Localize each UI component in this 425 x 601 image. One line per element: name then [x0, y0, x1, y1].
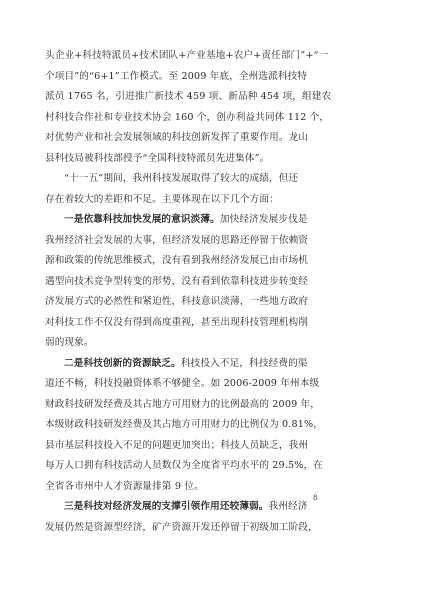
section-heading-line	[45, 354, 381, 375]
page-number: 8	[313, 494, 318, 502]
text-line: 源和政策的传统思维模式，没有看到我州经济发展已由市场机	[45, 255, 309, 266]
text-line: 财政科技研发经费及其占地方可用财力的比例最高的 2009 年，	[45, 398, 321, 410]
text-line: 派员 1765 名，引进推广新技术 459 项、新品种 454 项，组建农	[45, 91, 332, 102]
text-line: 对优势产业和社会发展领域的科技创新发挥了重要作用。龙山	[45, 132, 309, 143]
text-line: 每万人口拥有科技活动人员数仅为全度省平均水平的 29.5%，在	[45, 460, 324, 471]
text-line: 我州经济社会发展的大事，但经济发展的思路还停留于依赖资	[45, 234, 309, 246]
section-text: 加快经济发展步伐是	[219, 214, 308, 225]
section-heading-line	[45, 497, 381, 518]
text-line: 济发展方式的必然性和紧迫性，科技意识淡薄，一些地方政府	[45, 296, 309, 307]
section-heading: 一是依靠科技加快发展的意识淡薄。	[64, 214, 220, 225]
section-heading: 二是科技创新的资源缺乏。	[64, 357, 181, 369]
text-line: 弱的现象。	[45, 337, 94, 348]
text-line: 县市基层科技投入不足的问题更加突出；科技人员缺乏，我州	[45, 439, 309, 451]
text-line: 发展仍然是资源型经济，矿产资源开发还停留于初级加工阶段，	[45, 521, 318, 533]
section-heading-line	[45, 210, 381, 231]
text-line: 存在着较大的差距和不足。主要体现在以下几个方面：	[45, 193, 279, 205]
text-line: 遇型向技术竞争型转变的形势，没有看到依靠科技进步转变经	[45, 275, 309, 287]
section-text: 我州经济	[268, 501, 308, 512]
section-heading: 三是科技对经济发展的支撑引领作用还较薄弱。	[64, 501, 269, 512]
text-line: 村科技合作社和专业技术协会 160 个，创办利益共同体 112 个，	[45, 111, 330, 123]
text-line: 全省各市州中人才资源量排第 9 位。	[45, 480, 204, 492]
text-line: 县科技局被科技部授予“全国科技特派员先进集体”。	[45, 152, 270, 164]
paragraph-start-line: “十一五”期间，我州科技发展取得了较大的成绩，但还	[64, 173, 299, 184]
body-text	[45, 46, 381, 538]
text-line: 头企业+科技特派员+技术团队+产业基地+农户+责任部门”+“一	[45, 50, 329, 61]
text-line: 对科技工作不仅没有得到高度重视，甚至出现科技管理机构削	[45, 316, 309, 328]
text-line: 本级财政科技研发经费及其占地方可用财力的比例仅为 0.81%，	[45, 419, 324, 430]
text-line: 道还不畅，科技投融资体系不够健全。如 2006-2009 年州本级	[45, 378, 320, 389]
text-line: 个项目”的“6+1”工作模式。至 2009 年底，全州选派科技特	[45, 70, 308, 82]
section-text: 科技投入不足，科技经费的渠	[180, 357, 308, 369]
